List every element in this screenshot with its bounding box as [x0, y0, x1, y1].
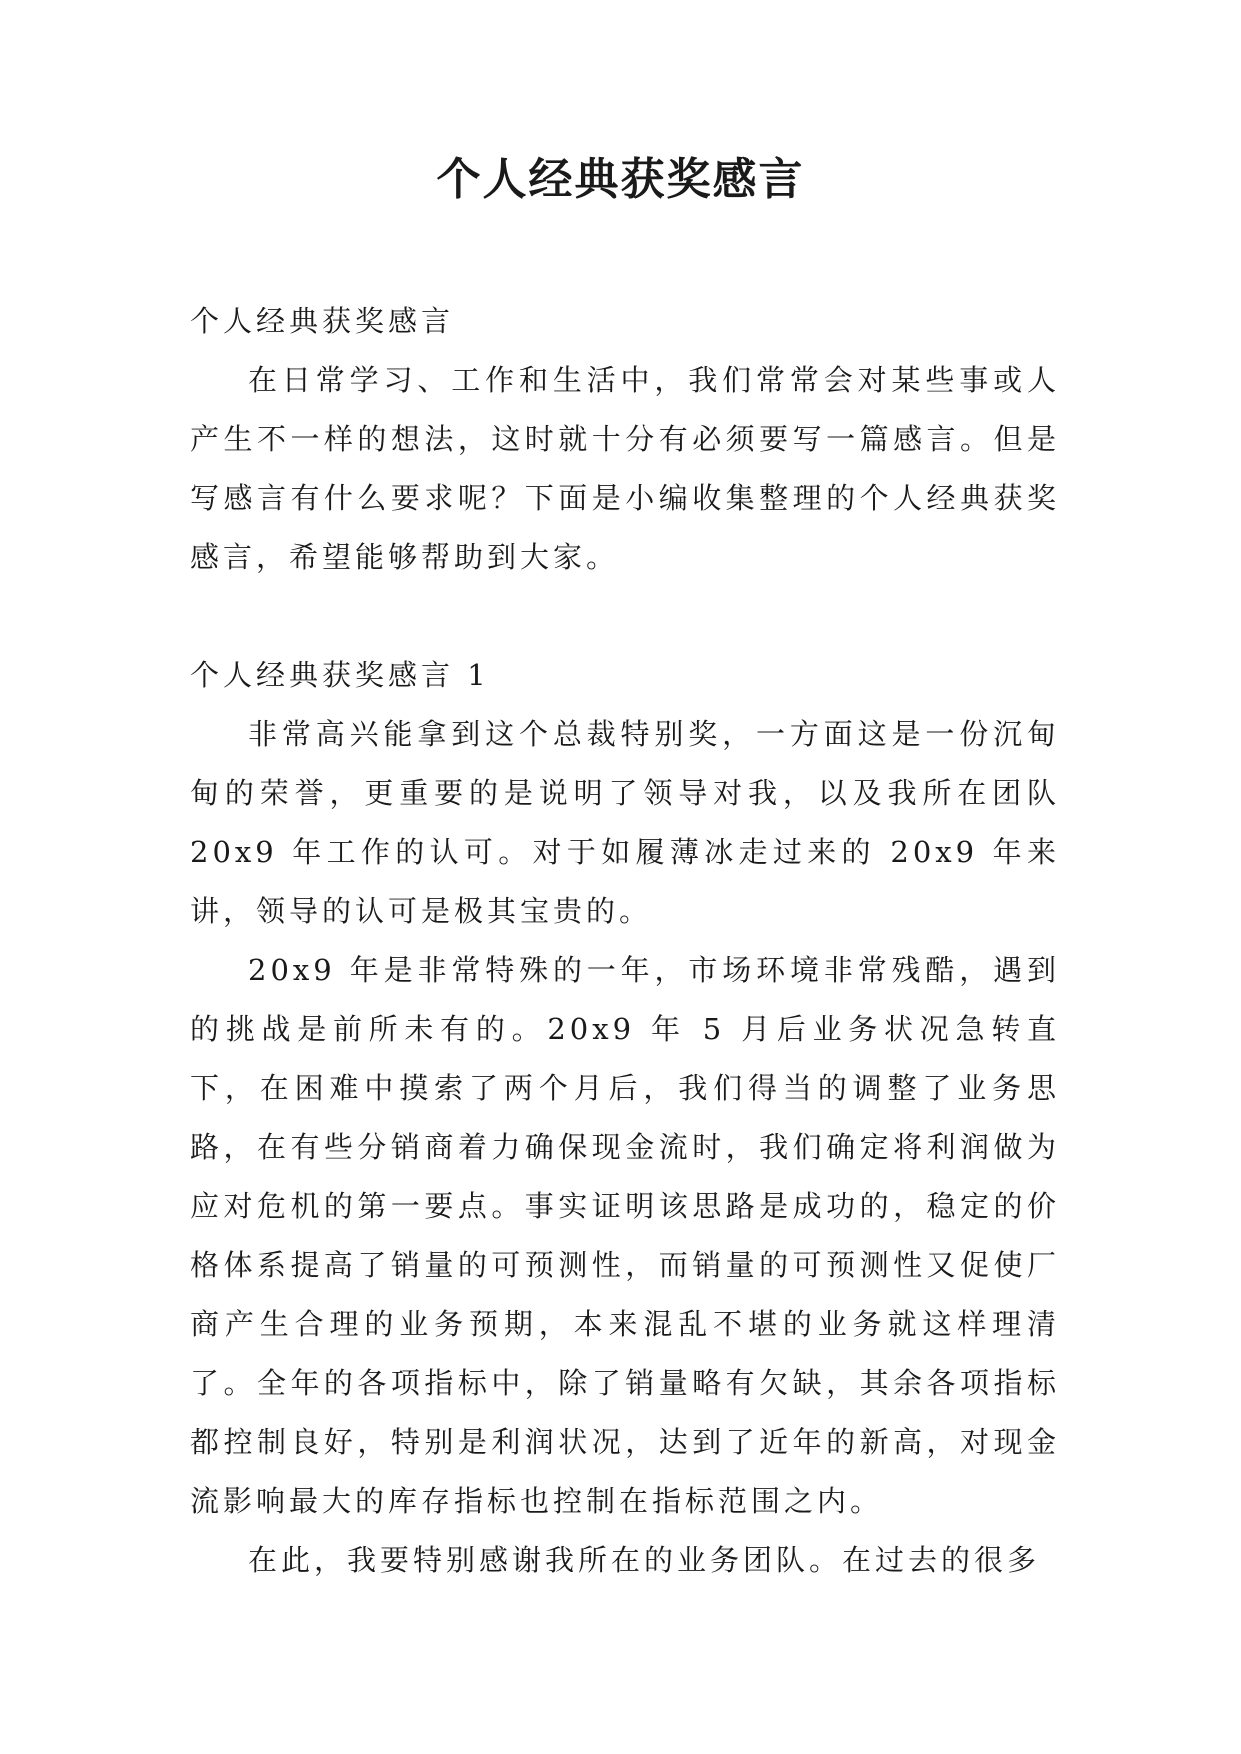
body-paragraph: 非常高兴能拿到这个总裁特别奖，一方面这是一份沉甸甸的荣誉，更重要的是说明了领导对我，以及我所在团队20x9 年工作的认可。对于如履薄冰走过来的 20x9 年来讲，领导的认可是极其宝贵的。: [190, 717, 1060, 928]
body-paragraph: 20x9 年是非常特殊的一年，市场环境非常残酷，遇到的挑战是前所未有的。20x9 年 5 月后业务状况急转直下，在困难中摸索了两个月后，我们得当的调整了业务思路，在有些分销商着力确保现金流时，我们确定将利润做为应对危机的第一要点。事实证明该思路是成功的，稳定的价格体系提高了销量的可预测性，而销量的可预测性又促使厂商产生合理的业务预期，本来混乱不堪的业务就这样理清了。全年的各项指标中，除了销量略有欠缺，其余各项指标都控制良好，特别是利润状况，达到了近年的新高，对现金流影响最大的库存指标也控制在指标范围之内。: [190, 953, 1060, 1518]
body-paragraph: 在此，我要特别感谢我所在的业务团队。在过去的很多: [248, 1543, 1041, 1577]
section-heading: 个人经典获奖感言 1: [190, 658, 490, 692]
document-body: [190, 292, 1060, 1590]
intro-paragraph: 在日常学习、工作和生活中，我们常常会对某些事或人产生不一样的想法，这时就十分有必须要写一篇感言。但是写感言有什么要求呢？下面是小编收集整理的个人经典获奖感言，希望能够帮助到大家。: [190, 363, 1060, 574]
intro-heading: 个人经典获奖感言: [190, 304, 455, 338]
document-title: 个人经典获奖感言: [436, 154, 805, 205]
